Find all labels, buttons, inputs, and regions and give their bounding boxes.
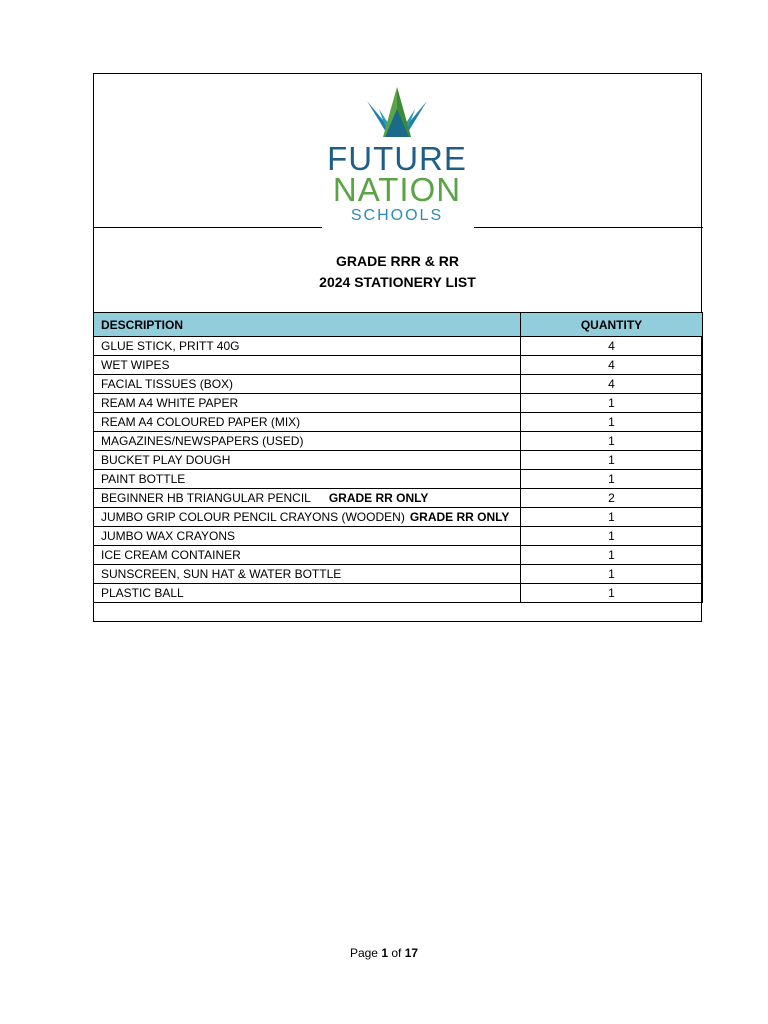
table-row xyxy=(94,546,703,565)
item-description: WET WIPES xyxy=(101,358,170,372)
item-description-cell xyxy=(94,394,521,413)
item-quantity: 1 xyxy=(521,565,703,584)
item-quantity: 4 xyxy=(521,375,703,394)
logo-text-future: FUTURE xyxy=(327,140,467,177)
column-header-quantity: QUANTITY xyxy=(521,313,703,337)
item-quantity: 1 xyxy=(521,413,703,432)
item-grade-note: GRADE RR ONLY xyxy=(409,510,510,524)
title-list-name: 2024 STATIONERY LIST xyxy=(319,274,476,290)
table-row xyxy=(94,356,703,375)
item-description: PAINT BOTTLE xyxy=(101,472,186,486)
item-description-cell xyxy=(94,489,521,508)
item-quantity: 1 xyxy=(521,451,703,470)
page-current: 1 xyxy=(381,946,388,960)
item-grade-note: GRADE RR ONLY xyxy=(328,491,429,505)
page-title xyxy=(93,251,702,293)
item-description-cell xyxy=(94,432,521,451)
table-row xyxy=(94,432,703,451)
page-footer xyxy=(0,946,768,960)
item-description: MAGAZINES/NEWSPAPERS (USED) xyxy=(101,434,304,448)
item-description-cell xyxy=(94,337,521,356)
item-description: GLUE STICK, PRITT 40G xyxy=(101,339,240,353)
item-description-cell xyxy=(94,413,521,432)
table-row xyxy=(94,337,703,356)
item-description: BUCKET PLAY DOUGH xyxy=(101,453,231,467)
item-quantity: 1 xyxy=(521,394,703,413)
crown-icon xyxy=(367,87,427,137)
header-divider-left xyxy=(93,227,322,228)
item-quantity: 1 xyxy=(521,584,703,603)
table-header-row xyxy=(94,313,703,337)
table-row xyxy=(94,470,703,489)
item-description-cell xyxy=(94,375,521,394)
item-description: BEGINNER HB TRIANGULAR PENCIL xyxy=(101,491,311,505)
of-label: of xyxy=(391,946,402,960)
table-body xyxy=(94,337,703,603)
table-row xyxy=(94,375,703,394)
item-quantity: 1 xyxy=(521,527,703,546)
table-row xyxy=(94,527,703,546)
item-description: REAM A4 WHITE PAPER xyxy=(101,396,239,410)
header-divider-right xyxy=(474,227,703,228)
table-row xyxy=(94,584,703,603)
item-quantity: 4 xyxy=(521,356,703,375)
logo-text-nation: NATION xyxy=(332,171,462,208)
table-row xyxy=(94,394,703,413)
item-description-cell xyxy=(94,451,521,470)
item-description-cell xyxy=(94,470,521,489)
title-grades: GRADE RRR & RR xyxy=(336,253,459,269)
item-quantity: 1 xyxy=(521,432,703,451)
item-quantity: 2 xyxy=(521,489,703,508)
stationery-table xyxy=(93,312,703,603)
item-description-cell xyxy=(94,584,521,603)
item-description: ICE CREAM CONTAINER xyxy=(101,548,241,562)
page-total: 17 xyxy=(404,946,419,960)
item-quantity: 1 xyxy=(521,546,703,565)
item-description-cell xyxy=(94,527,521,546)
item-description: JUMBO GRIP COLOUR PENCIL CRAYONS (WOODEN) xyxy=(101,510,405,524)
item-description-cell xyxy=(94,546,521,565)
table-row xyxy=(94,451,703,470)
school-logo xyxy=(322,83,472,233)
table-row xyxy=(94,413,703,432)
item-description: SUNSCREEN, SUN HAT & WATER BOTTLE xyxy=(101,567,342,581)
item-description: PLASTIC BALL xyxy=(101,586,184,600)
item-quantity: 1 xyxy=(521,508,703,527)
item-description-cell xyxy=(94,565,521,584)
item-description-cell xyxy=(94,508,521,527)
table-row xyxy=(94,489,703,508)
item-quantity: 4 xyxy=(521,337,703,356)
table-row xyxy=(94,565,703,584)
item-quantity: 1 xyxy=(521,470,703,489)
column-header-description: DESCRIPTION xyxy=(94,313,521,337)
item-description: FACIAL TISSUES (BOX) xyxy=(101,377,234,391)
item-description: REAM A4 COLOURED PAPER (MIX) xyxy=(101,415,301,429)
page-label: Page xyxy=(349,946,378,960)
table-row xyxy=(94,508,703,527)
item-description: JUMBO WAX CRAYONS xyxy=(101,529,236,543)
logo-text-schools: SCHOOLS xyxy=(350,207,444,224)
item-description-cell xyxy=(94,356,521,375)
